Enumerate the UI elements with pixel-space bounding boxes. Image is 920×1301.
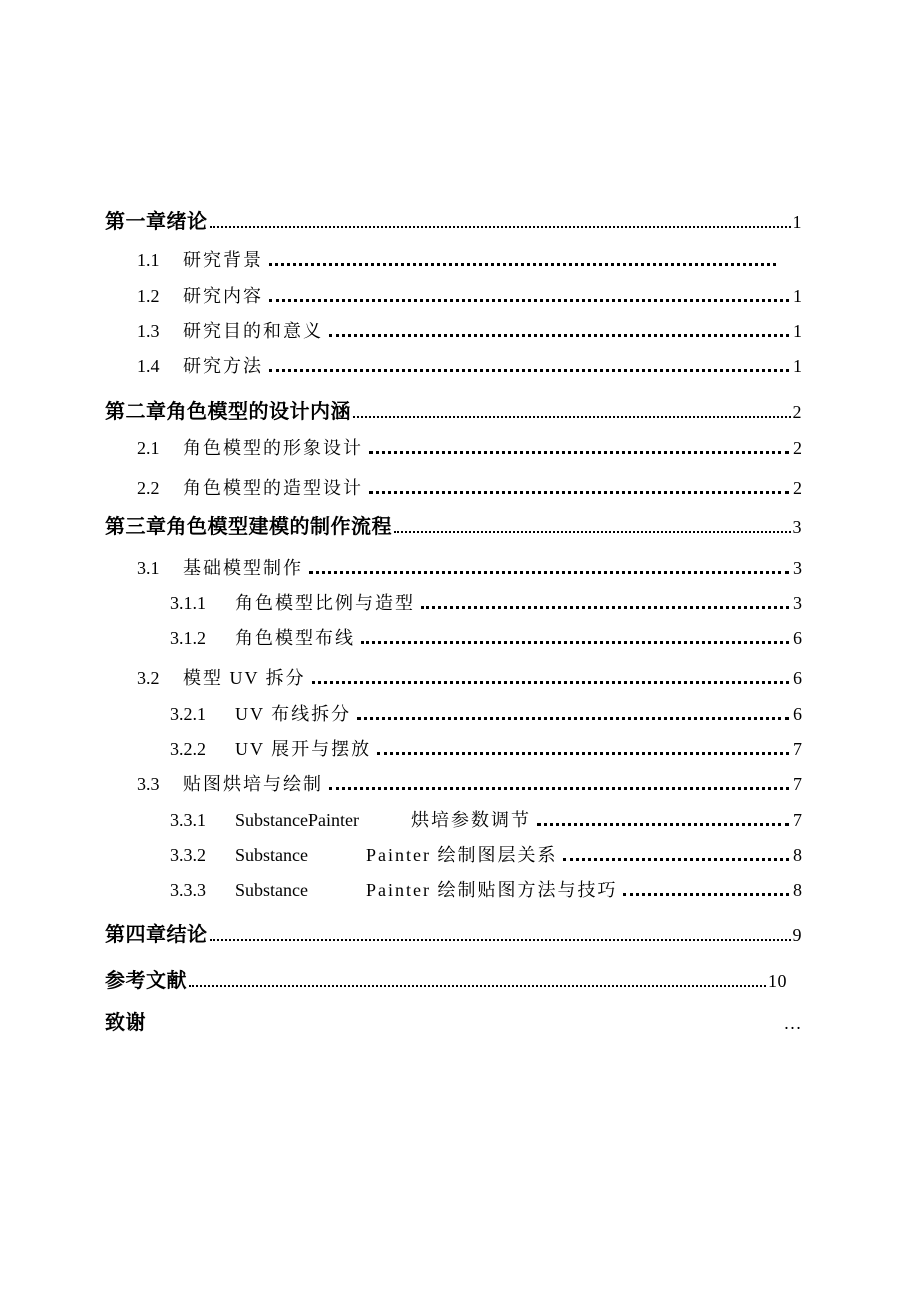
toc-page-number: 10: [768, 971, 787, 991]
toc-subsection-3-3-3[interactable]: [170, 876, 802, 902]
toc-page-number: 7: [793, 739, 802, 759]
toc-subsection-3-1-2[interactable]: [170, 624, 802, 650]
toc-number: 3.1.2: [170, 628, 206, 648]
toc-page-number: 1: [793, 286, 802, 306]
dot-leader: [210, 939, 791, 941]
toc-page-number: 6: [793, 668, 802, 688]
toc-number: 3.3.1: [170, 810, 206, 830]
toc-section-3-2[interactable]: [137, 664, 802, 690]
toc-page-number: …: [783, 1013, 802, 1033]
toc-page-number: 8: [793, 845, 802, 865]
toc-page-number: 8: [793, 880, 802, 900]
toc-number: 3.3.3: [170, 880, 206, 900]
dot-leader: [312, 681, 789, 684]
toc-page-number: 2: [793, 438, 802, 458]
dot-leader: [369, 451, 789, 454]
toc-number: 3.1: [137, 558, 160, 578]
toc-title: 角色模型比例与造型: [235, 593, 415, 613]
toc-chapter-2[interactable]: [105, 395, 802, 424]
dot-leader: [369, 491, 789, 494]
dot-leader: [421, 606, 789, 609]
toc-title: 研究目的和意义: [183, 321, 323, 341]
toc-title: 第三章角色模型建模的制作流程: [105, 514, 392, 538]
toc-subsection-3-1-1[interactable]: [170, 589, 802, 615]
dot-leader: [623, 893, 789, 896]
toc-subsection-3-3-1[interactable]: [170, 806, 802, 832]
toc-title: 参考文献: [105, 968, 187, 992]
toc-number: 3.3.2: [170, 845, 206, 865]
toc-number: 2.1: [137, 438, 160, 458]
toc-chapter-1[interactable]: [105, 205, 802, 234]
dot-leader: [269, 263, 776, 266]
toc-section-1-4[interactable]: [137, 352, 802, 378]
toc-references[interactable]: [105, 964, 787, 993]
toc-title: 研究背景: [183, 250, 263, 270]
toc-page-number: 2: [793, 478, 802, 498]
toc-section-1-1[interactable]: [137, 246, 780, 272]
dot-leader: [357, 717, 789, 720]
toc-title: UV 布线拆分: [235, 704, 352, 724]
toc-page-number: 1: [793, 321, 802, 341]
dot-leader: [361, 641, 789, 644]
toc-number: 3.2.2: [170, 739, 206, 759]
dot-leader: [329, 787, 789, 790]
toc-number: 3.2.1: [170, 704, 206, 724]
toc-number: 1.1: [137, 250, 160, 270]
toc-title: 基础模型制作: [183, 558, 303, 578]
toc-title-part-a: SubstancePainter: [235, 810, 359, 830]
toc-number: 3.3: [137, 774, 160, 794]
toc-page-number: 6: [793, 628, 802, 648]
toc-chapter-3[interactable]: [105, 510, 802, 539]
toc-title-part-b: 烘培参数调节: [410, 810, 531, 830]
toc-title: 研究内容: [183, 286, 263, 306]
toc-title: 第二章角色模型的设计内涵: [105, 399, 351, 423]
dot-leader: [210, 226, 791, 228]
toc-page-number: 1: [792, 212, 802, 232]
dot-leader: [189, 985, 766, 987]
toc-subsection-3-3-2[interactable]: [170, 841, 802, 867]
toc-title: 致谢: [105, 1010, 146, 1034]
toc-section-2-1[interactable]: [137, 434, 802, 460]
toc-subsection-3-2-2[interactable]: [170, 735, 802, 761]
toc-subsection-3-2-1[interactable]: [170, 700, 802, 726]
dot-leader: [537, 823, 789, 826]
toc-page-number: 3: [793, 593, 802, 613]
toc-title: 模型 UV 拆分: [183, 668, 306, 688]
toc-title-part-a: Substance: [235, 880, 308, 900]
toc-title: 研究方法: [183, 356, 263, 376]
toc-title: UV 展开与摆放: [235, 739, 372, 759]
toc-page-number: 6: [793, 704, 802, 724]
dot-leader: [394, 531, 791, 533]
toc-title: 第四章结论: [105, 922, 208, 946]
toc-page-number: 1: [793, 356, 802, 376]
toc-title: 角色模型布线: [235, 628, 355, 648]
toc-section-2-2[interactable]: [137, 474, 802, 500]
toc-title: 第一章绪论: [105, 209, 208, 233]
toc-page-number: 3: [793, 558, 802, 578]
toc-section-3-1[interactable]: [137, 554, 802, 580]
toc-section-3-3[interactable]: [137, 770, 802, 796]
toc-page-number: 2: [792, 402, 802, 422]
dot-leader: [329, 334, 789, 337]
toc-section-1-3[interactable]: [137, 317, 802, 343]
toc-title: 角色模型的造型设计: [183, 478, 363, 498]
toc-number: 2.2: [137, 478, 160, 498]
toc-title-part-b: Painter 绘制图层关系: [365, 845, 558, 865]
toc-number: 1.3: [137, 321, 160, 341]
toc-title-part-b: Painter 绘制贴图方法与技巧: [365, 880, 618, 900]
toc-page-number: 7: [793, 774, 802, 794]
dot-leader: [353, 416, 791, 418]
dot-leader: [269, 299, 789, 302]
dot-leader: [377, 752, 789, 755]
toc-chapter-4[interactable]: [105, 918, 802, 947]
dot-leader: [269, 369, 789, 372]
toc-number: 1.4: [137, 356, 160, 376]
toc-acknowledgements[interactable]: [105, 1006, 802, 1035]
toc-section-1-2[interactable]: [137, 282, 802, 308]
toc-number: 3.2: [137, 668, 160, 688]
toc-title-part-a: Substance: [235, 845, 308, 865]
dot-leader: [563, 858, 789, 861]
toc-title: 贴图烘培与绘制: [183, 774, 323, 794]
toc-number: 1.2: [137, 286, 160, 306]
toc-number: 3.1.1: [170, 593, 206, 613]
toc-page-number: 3: [792, 517, 802, 537]
dot-leader: [309, 571, 789, 574]
toc-page-number: 7: [793, 810, 802, 830]
toc-page-number: 9: [792, 925, 802, 945]
toc-title: 角色模型的形象设计: [183, 438, 363, 458]
